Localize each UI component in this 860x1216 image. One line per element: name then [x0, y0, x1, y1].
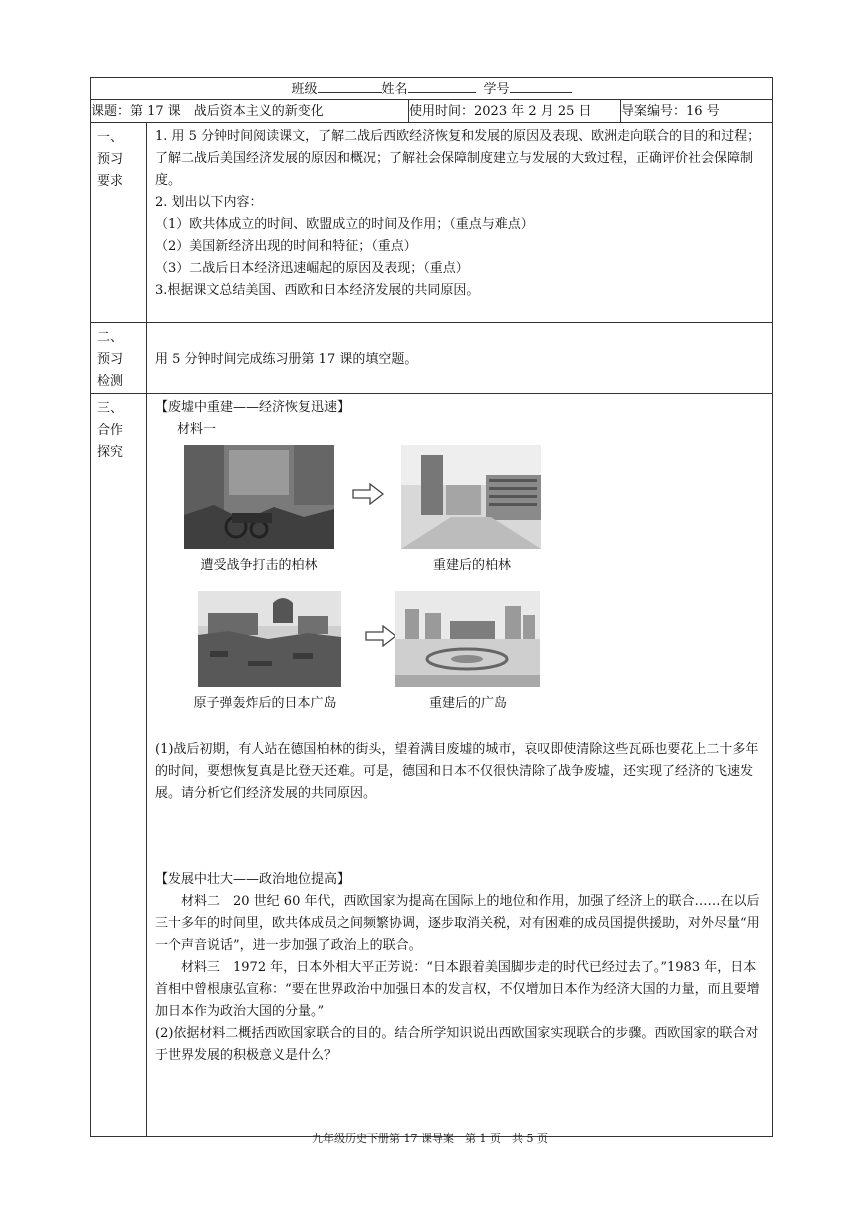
section1-label-num: 一、 [97, 130, 124, 145]
section2-label-line2: 检测 [97, 374, 124, 389]
image-row-berlin [155, 445, 766, 585]
section-cooperative-inquiry [91, 394, 773, 1137]
caption-hiroshima-ruins: 原子弹轰炸后的日本广岛 [193, 696, 337, 711]
section-preview-requirements [91, 123, 773, 323]
id-label: 学号 [483, 82, 510, 97]
section2-label-line1: 预习 [97, 352, 124, 367]
section2-content: 用 5 分钟时间完成练习册第 17 课的填空题。 [147, 323, 773, 394]
arrow-right-icon [365, 625, 397, 647]
question-2: (2)依据材料二概括西欧国家联合的目的。结合所学知识说出西欧国家实现联合的步骤。西欧国家的联合对于世界发展的积极意义是什么？ [155, 1026, 759, 1063]
section1-label-line1: 预习 [97, 152, 124, 167]
caption-berlin-ruins: 遭受战争打击的柏林 [200, 558, 318, 573]
hiroshima-ruins-photo [198, 591, 341, 687]
berlin-rebuilt-photo [401, 445, 541, 549]
question-1: (1)战后初期，有人站在德国柏林的街头，望着满目废墟的城市，哀叹即使清除这些瓦砾也要花上二十多年的时间，要想恢复真是比登天还难。可是，德国和日本不仅很快清除了战争废墟，还实现了经济的飞速发展。请分析它们经济发展的共同原因。 [155, 742, 759, 801]
material-2: 材料二 20 世纪 60 年代，西欧国家为提高在国际上的地位和作用，加强了经济上的联合……在以后三十多年的时间里，欧共体成员之间频繁协调，逐步取消关税，对有困难的成员国提供援助，对外尽量“用一个声音说话”，进一步加强了政治上的联合。 [155, 894, 760, 953]
section3-label-num: 三、 [97, 401, 124, 416]
section3-label [91, 394, 147, 1137]
requirement-1: 1. 用 5 分钟时间阅读课文，了解二战后西欧经济恢复和发展的原因及表现、欧洲走向联合的目的和过程；了解二战后美国经济发展的原因和概况；了解社会保障制度建立与发展的大致过程，正确评价社会保障制度。 [155, 129, 761, 188]
lesson-sheet [90, 77, 772, 1137]
section1-content [147, 123, 773, 323]
berlin-ruins-photo [184, 445, 334, 549]
heading-rebuild: 【废墟中重建——经济恢复迅速】 [155, 400, 351, 415]
use-date: 使用时间：2023 年 2 月 25 日 [409, 100, 621, 123]
student-info-cell [91, 78, 773, 100]
hiroshima-rebuilt-photo [395, 591, 540, 687]
requirement-2-2: （2）美国新经济出现的时间和特征；（重点） [155, 239, 417, 254]
material-1-label: 材料一 [177, 422, 217, 437]
page-footer: 九年级历史下册第 17 课导案 第 1 页 共 5 页 [312, 1132, 548, 1145]
caption-hiroshima-rebuilt: 重建后的广岛 [428, 696, 507, 711]
title-row [91, 100, 773, 123]
arrow-right-icon [352, 483, 384, 505]
requirement-2-1: （1）欧共体成立的时间、欧盟成立的时间及作用；（重点与难点） [155, 217, 534, 232]
guide-code: 导案编号：16 号 [621, 100, 773, 123]
lesson-table [90, 77, 773, 1137]
requirement-2: 2. 划出以下内容： [155, 195, 263, 210]
section1-label-line2: 要求 [97, 174, 124, 189]
section3-content [147, 394, 773, 1137]
section2-label-num: 二、 [97, 330, 124, 345]
section-preview-check [91, 323, 773, 394]
class-label: 班级 [291, 82, 318, 97]
class-blank[interactable] [318, 80, 382, 93]
lesson-title: 课题：第 17 课 战后资本主义的新变化 [91, 100, 409, 123]
requirement-2-3: （3）二战后日本经济迅速崛起的原因及表现；（重点） [155, 261, 469, 276]
answer-space-2[interactable] [155, 1067, 766, 1127]
section3-label-line2: 探究 [97, 445, 124, 460]
section2-label [91, 323, 147, 394]
heading-development: 【发展中壮大——政治地位提高】 [155, 872, 351, 887]
requirement-3: 3.根据课文总结美国、西欧和日本经济发展的共同原因。 [155, 283, 480, 298]
name-blank[interactable] [408, 80, 476, 93]
id-blank[interactable] [510, 80, 572, 93]
caption-berlin-rebuilt: 重建后的柏林 [432, 558, 511, 573]
material-3: 材料三 1972 年，日本外相大平正芳说：“日本跟着美国脚步走的时代已经过去了。”1983 年，日本首相中曾根康弘宣称：“要在世界政治中加强日本的发言权，不仅增加日本作为经济大国的力量，而且要增加日本作为政治大国的分量。” [155, 960, 760, 1019]
image-row-hiroshima [155, 591, 766, 731]
section3-label-line1: 合作 [97, 423, 124, 438]
section1-label [91, 123, 147, 323]
student-info-row [91, 78, 773, 100]
answer-space-1[interactable] [155, 805, 766, 869]
name-label: 姓名 [381, 82, 408, 97]
